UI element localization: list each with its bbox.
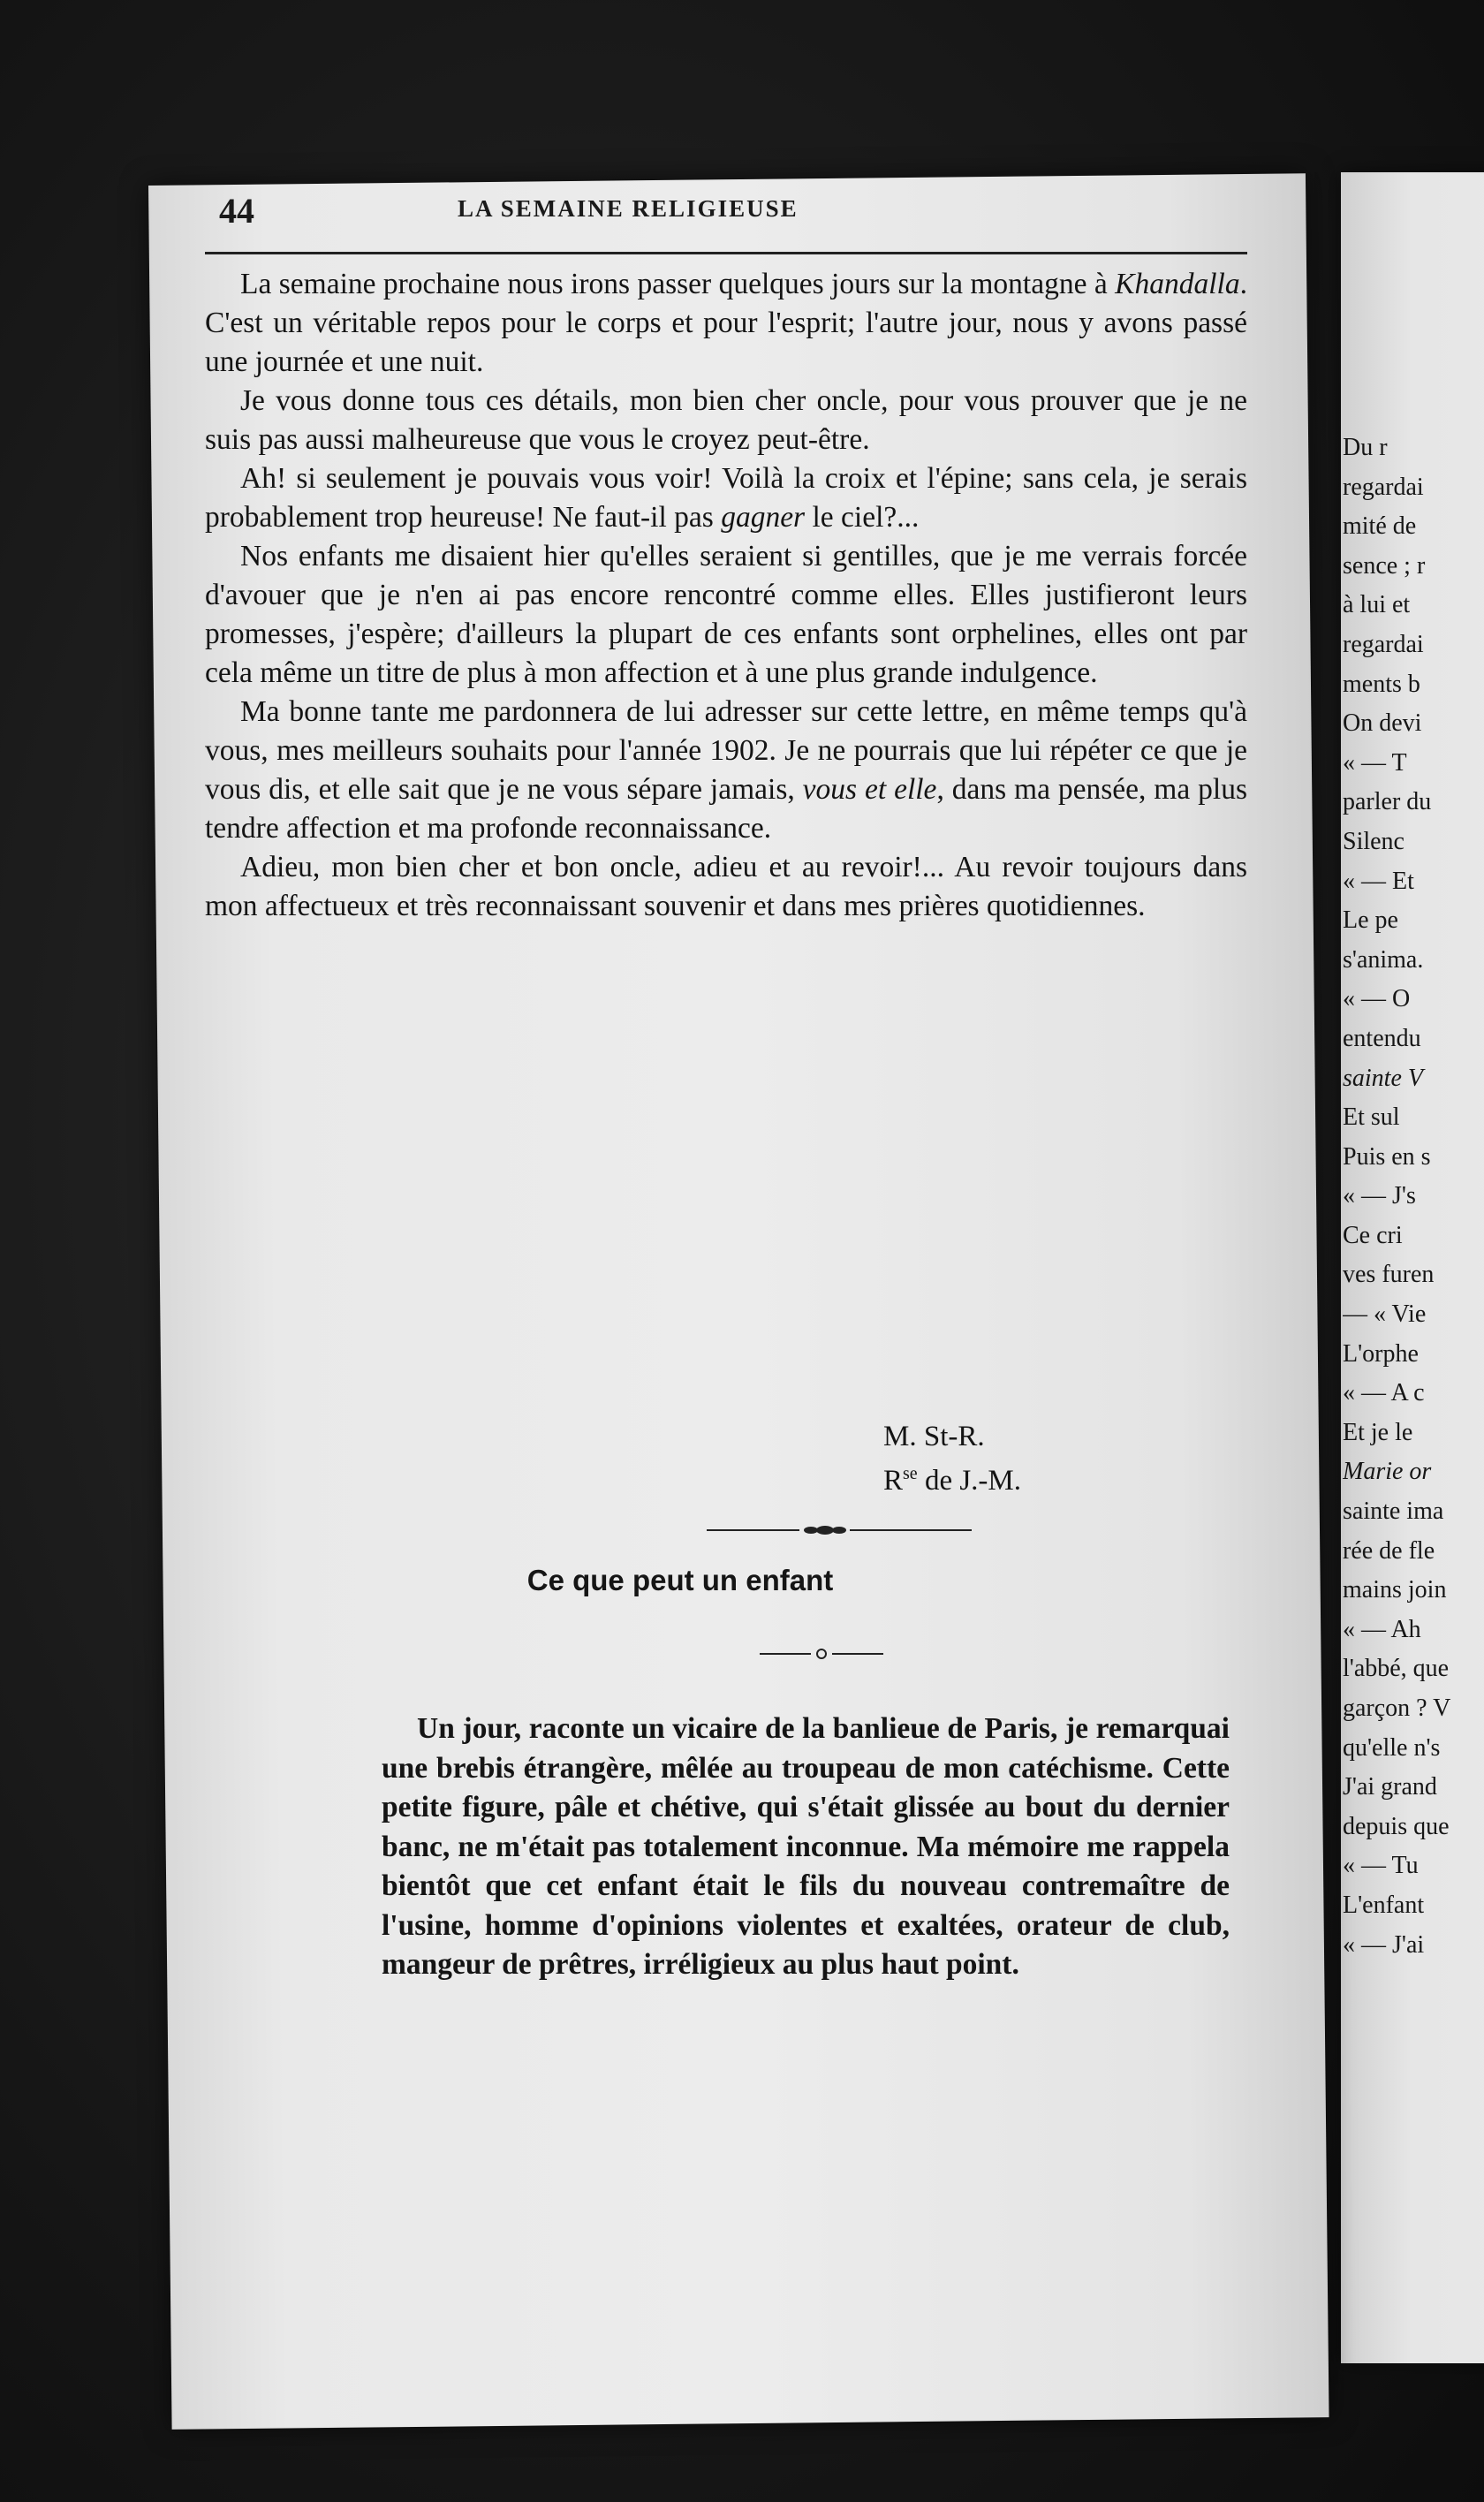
right-page-line: Et je le	[1343, 1418, 1413, 1446]
letter-body	[205, 265, 1247, 926]
right-page-line: Silenc	[1343, 827, 1404, 855]
right-page-line: « — J'ai	[1343, 1930, 1425, 1959]
letter-paragraph: Adieu, mon bien cher et bon oncle, adieu et au revoir!... Au revoir toujours dans mon affectueux et très reconnaissant souvenir et dans mes prières quotidiennes.	[205, 851, 1247, 922]
right-page-line: depuis que	[1343, 1812, 1450, 1840]
letter-paragraph: Ah! si seulement je pouvais vous voir! Voilà la croix et l'épine; sans cela, je serais probablement trop heureuse! Ne faut-il pas gagner le ciel?...	[205, 462, 1247, 534]
right-page-line: L'enfant	[1343, 1891, 1425, 1919]
right-page-line: « — Et	[1343, 867, 1414, 895]
right-page-line: J'ai grand	[1343, 1773, 1437, 1801]
right-page-line: qu'elle n's	[1343, 1733, 1441, 1762]
signature-order: $R^{se}$ de J.-M.	[883, 1464, 1022, 1497]
right-page-line: ments b	[1343, 670, 1420, 698]
right-page-line: mains join	[1343, 1576, 1447, 1604]
right-page-line: Marie or	[1343, 1458, 1432, 1486]
right-page-line: parler du	[1343, 788, 1432, 816]
right-page-line: sence ; r	[1343, 551, 1426, 580]
right-page-line: rée de fle	[1343, 1536, 1435, 1565]
right-page-line: « — O	[1343, 985, 1411, 1013]
letter-paragraph: Je vous donne tous ces détails, mon bien cher oncle, pour vous prouver que je ne suis pas aussi malheureuse que vous le croyez peut-être.	[205, 384, 1247, 456]
right-page-line: à lui et	[1343, 591, 1411, 619]
right-page-line: entendu	[1343, 1024, 1421, 1052]
running-title: LA SEMAINE RELIGIEUSE	[458, 195, 799, 222]
signature-name: M. St-R.	[883, 1421, 985, 1452]
article-title: Ce que peut un enfant	[526, 1564, 834, 1596]
right-page-line: On devi	[1343, 709, 1422, 738]
right-page-line: regardai	[1343, 473, 1424, 501]
right-page-line: Puis en s	[1343, 1142, 1431, 1171]
article-paragraph: Un jour, raconte un vicaire de la banlieue de Paris, je remarquai une brebis étrangère, mêlée au troupeau de mon catéchisme. Cette petite figure, pâle et chétive, qui s'était glissée au bout du dernier banc, ne m'était pas totalement inconnue. Ma mémoire me rappela bientôt que cet enfant était le fils du nouveau contremaître de l'usine, homme d'opinions violentes et exaltées, orateur de club, mangeur de prêtres, irréligieux au plus haut point.	[382, 1712, 1230, 1981]
right-page-line: — « Vie	[1343, 1300, 1427, 1329]
right-page-line: mité de	[1343, 512, 1417, 541]
article-body	[382, 1710, 1230, 1985]
signature	[883, 1418, 1148, 1499]
title-rule	[760, 1648, 883, 1660]
right-page-line: « — A c	[1343, 1379, 1425, 1407]
right-page-line: regardai	[1343, 630, 1424, 658]
right-page-line: « — Tu	[1343, 1852, 1419, 1880]
right-page-line: Ce cri	[1343, 1221, 1403, 1249]
letter-paragraph: Ma bonne tante me pardonnera de lui adresser sur cette lettre, en même temps qu'à vous, mes meilleurs souhaits pour l'année 1902. Je ne pourrais que lui répéter ce que je vous dis, et elle sait que je ne vous sépare jamais, vous et elle, dans ma pensée, ma plus tendre affection et ma profonde reconnaissance.	[205, 695, 1247, 845]
right-page-line: sainte V	[1343, 1064, 1423, 1092]
right-page-line: Du r	[1343, 434, 1388, 461]
section-ornament	[707, 1521, 972, 1539]
right-page-line: l'abbé, que	[1343, 1655, 1450, 1683]
right-page-line: « — T	[1343, 748, 1407, 777]
running-head	[219, 190, 1226, 243]
right-page-line: « — J's	[1343, 1182, 1416, 1210]
header-rule	[205, 252, 1247, 254]
right-page-text	[1343, 428, 1484, 1965]
right-page-line: Le pe	[1343, 906, 1398, 935]
right-page-line: L'orphe	[1343, 1339, 1419, 1368]
right-page-line: garçon ? V	[1343, 1695, 1451, 1722]
right-page-line: Et sul	[1343, 1103, 1400, 1132]
right-page-line: ves furen	[1343, 1261, 1435, 1289]
right-page-line: sainte ima	[1343, 1497, 1444, 1526]
letter-paragraph: Nos enfants me disaient hier qu'elles seraient si gentilles, que je me verrais forcée d'avouer que je n'en ai pas encore rencontré comme elles. Elles justifieront leurs promesses, j'espère; d'ailleurs la plupart de ces enfants sont orphelines, elles ont par cela même un titre de plus à mon affection et à une plus grande indulgence.	[205, 540, 1247, 689]
page-number: 44	[219, 191, 254, 231]
letter-paragraph: La semaine prochaine nous irons passer quelques jours sur la montagne à Khandalla. C'est un véritable repos pour le corps et pour l'esprit; l'autre jour, nous y avons passé une journée et une nuit.	[205, 268, 1247, 378]
right-page-line: « — Ah	[1343, 1615, 1421, 1643]
right-page-line: s'anima.	[1343, 945, 1424, 974]
